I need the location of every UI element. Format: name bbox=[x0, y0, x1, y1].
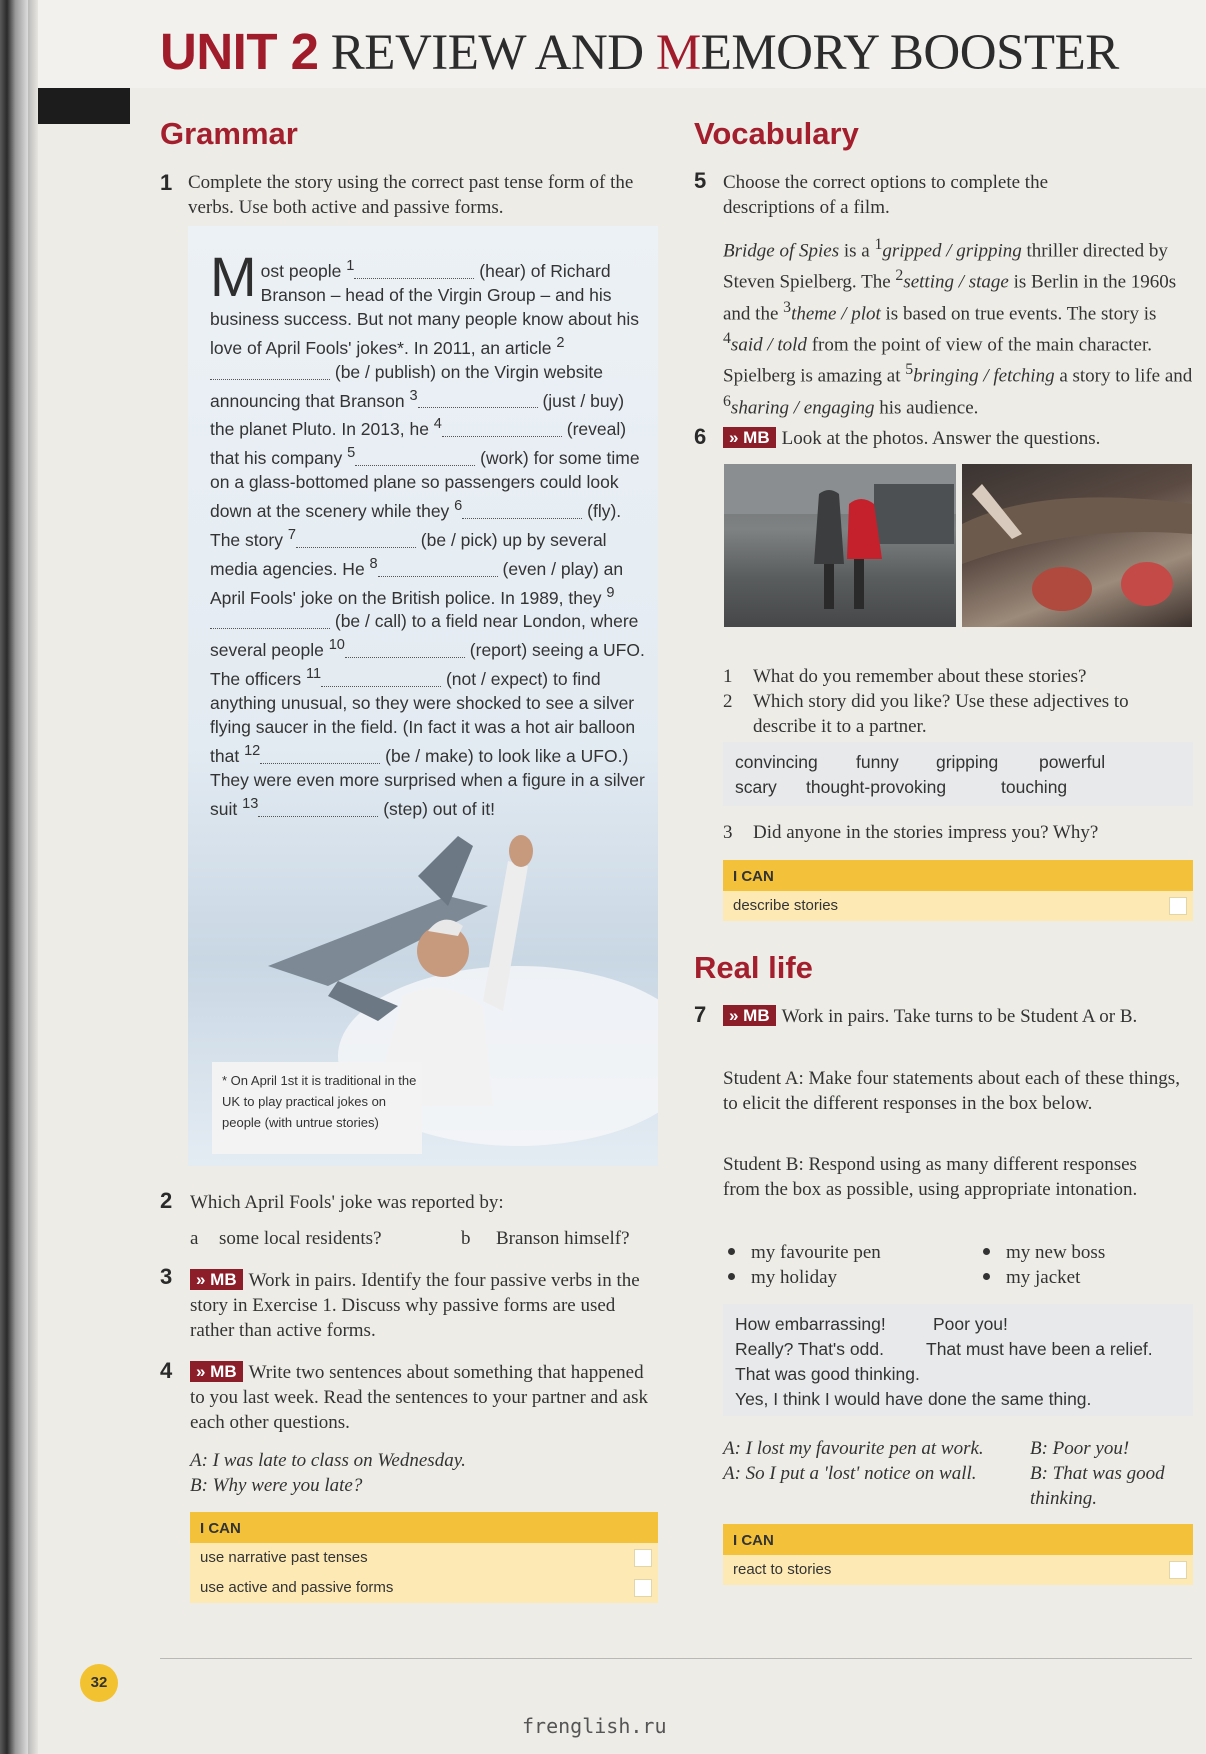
exercise-1-number: 1 bbox=[160, 170, 173, 195]
film-description: Bridge of Spies is a $^1$gripped / gripping thriller directed by Steven Spielberg. The $^2$setting / stage is Berlin in the 1960s and the $^3$theme / plot is based on true events. The story is $^4$said / told from the point of view of the main character. Spielberg is amazing at $^5$bringing / fetching a story to life and $^6$sharing / engaging his audience. bbox=[723, 236, 1193, 418]
gap-5[interactable] bbox=[355, 448, 475, 466]
unit-number: UNIT 2 bbox=[160, 23, 319, 80]
ican-checkbox[interactable] bbox=[634, 1549, 652, 1567]
exercise-3-text: » MB Work in pairs. Identify the four passive verbs in the story in Exercise 1. Discuss why passive forms are used rather than active forms. bbox=[190, 1270, 640, 1341]
dialogue-a2: A: So I put a 'lost' notice on wall. bbox=[723, 1463, 977, 1484]
gap-10[interactable] bbox=[345, 640, 465, 658]
exercise-3-number: 3 bbox=[160, 1264, 173, 1289]
ican-box-grammar bbox=[190, 1512, 658, 1603]
memory-booster-badge: » MB bbox=[723, 1005, 776, 1026]
option-6[interactable]: sharing / engaging bbox=[730, 396, 875, 418]
memory-booster-badge: » MB bbox=[190, 1361, 243, 1382]
exercise-5-number: 5 bbox=[694, 168, 707, 193]
question-2: Which story did you like? Use these adjectives to describe it to a partner. bbox=[753, 691, 1129, 737]
gap-9[interactable] bbox=[210, 611, 330, 629]
gap-2[interactable] bbox=[210, 362, 330, 380]
response: Yes, I think I would have done the same thing. bbox=[735, 1389, 1092, 1409]
dialogue-b1: B: Poor you! bbox=[1030, 1438, 1130, 1459]
watermark: frenglish.ru bbox=[522, 1714, 667, 1738]
student-a-instruction: Student A: Make four statements about each of these things, to elicit the different responses in the box below. bbox=[723, 1068, 1180, 1114]
gap-7[interactable] bbox=[296, 530, 416, 548]
option-4[interactable]: said / told bbox=[730, 334, 807, 356]
book-binding-edge bbox=[28, 0, 38, 1754]
exercise-1-instruction: Complete the story using the correct past tense form of the verbs. Use both active and passive forms. bbox=[188, 172, 634, 218]
adjective: thought-provoking bbox=[806, 777, 947, 797]
option-1[interactable]: gripped / gripping bbox=[882, 240, 1022, 262]
gap-11[interactable] bbox=[321, 669, 441, 687]
gap-8[interactable] bbox=[378, 559, 498, 577]
bullet-item: my new boss bbox=[983, 1240, 1105, 1265]
ican-checkbox[interactable] bbox=[634, 1579, 652, 1597]
ican-item: use narrative past tenses bbox=[190, 1543, 658, 1573]
real-life-heading: Real life bbox=[694, 950, 813, 985]
adjective: funny bbox=[856, 752, 899, 772]
bullet-item: my favourite pen bbox=[728, 1240, 881, 1265]
ican-box-vocabulary bbox=[723, 860, 1193, 921]
ican-item: describe stories bbox=[723, 891, 1193, 921]
dialogue-a1: A: I lost my favourite pen at work. bbox=[723, 1438, 984, 1459]
ican-item: react to stories bbox=[723, 1555, 1193, 1585]
gap-1[interactable] bbox=[354, 261, 474, 279]
responses-box bbox=[723, 1304, 1193, 1416]
footnote: * On April 1st it is traditional in the UK to play practical jokes on people (with untrue stories) bbox=[212, 1062, 422, 1154]
gap-6[interactable] bbox=[462, 501, 582, 519]
adjective-box bbox=[723, 742, 1193, 806]
book-binding bbox=[0, 0, 28, 1754]
exercise-4-text: » MB Write two sentences about something that happened to you last week. Read the sentences to your partner and ask each other questions. bbox=[190, 1362, 648, 1433]
bullet-item: my jacket bbox=[983, 1265, 1080, 1290]
ican-item: use active and passive forms bbox=[190, 1573, 658, 1603]
student-b-instruction: Student B: Respond using as many different responses from the box as possible, using appropriate intonation. bbox=[723, 1154, 1138, 1200]
response: Really? That's odd. bbox=[735, 1339, 884, 1359]
memory-booster-badge: » MB bbox=[723, 427, 776, 448]
ican-checkbox[interactable] bbox=[1169, 1561, 1187, 1579]
adjective: scary bbox=[735, 777, 777, 797]
adjective: powerful bbox=[1039, 752, 1106, 772]
ican-heading: I CAN bbox=[723, 860, 1193, 891]
exercise-6-number: 6 bbox=[694, 424, 707, 449]
grammar-heading: Grammar bbox=[160, 116, 298, 151]
gap-4[interactable] bbox=[442, 419, 562, 437]
exercise-2-instruction: Which April Fools' joke was reported by: bbox=[190, 1192, 504, 1213]
exercise-6-text: » MB Look at the photos. Answer the questions. bbox=[723, 426, 1193, 451]
ican-heading: I CAN bbox=[723, 1524, 1193, 1555]
ican-checkbox[interactable] bbox=[1169, 897, 1187, 915]
story-text: Most people $^1$ (hear) of Richard Branson – head of the Virgin Group – and his business success. But not many people know about his love of April Fools' jokes*. In 2011, an article $^2$ (be / publish) on the Virgin website announcing that Branson $^3$ (just / buy) the planet Pluto. In 2013, he $^4$ (reveal) that his company $^5$ (work) for some time on a glass-bottomed plane so passengers could look down at the scenery while they $^6$ (fly). The story $^7$ (be / pick) up by several media agencies. He $^8$ (even / play) an April Fools' joke on the British police. In 1989, they $^9$ (be / call) to a field near London, where several people $^{10}$ (report) seeing a UFO. The officers $^{11}$ (not / expect) to find anything unusual, so they were shocked to see a silver flying saucer in the field. (In fact it was a hot air balloon that $^{12}$ (be / make) to look like a UFO.) They were even more surprised when a figure in a silver suit $^{13}$ (step) out of it! bbox=[210, 245, 645, 819]
ican-box-real-life bbox=[723, 1524, 1193, 1585]
q3-number: 3 bbox=[723, 822, 733, 843]
vocabulary-heading: Vocabulary bbox=[694, 116, 859, 151]
bullet-icon bbox=[983, 1248, 990, 1255]
question-1: What do you remember about these stories? bbox=[753, 666, 1087, 687]
photo-story bbox=[962, 464, 1192, 627]
exercise-2-a: some local residents? bbox=[219, 1228, 382, 1249]
response: How embarrassing! bbox=[735, 1314, 886, 1334]
ican-heading: I CAN bbox=[190, 1512, 658, 1543]
bullet-icon bbox=[728, 1273, 735, 1280]
unit-title: UNIT 2 REVIEW AND MEMORY BOOSTER bbox=[160, 23, 1119, 81]
q1-number: 1 bbox=[723, 666, 733, 687]
option-3[interactable]: theme / plot bbox=[791, 302, 881, 324]
adjective: convincing bbox=[735, 752, 818, 772]
exercise-2-a-letter: a bbox=[190, 1228, 199, 1249]
bullet-icon bbox=[983, 1273, 990, 1280]
exercise-4-number: 4 bbox=[160, 1358, 173, 1383]
exercise-7-number: 7 bbox=[694, 1002, 707, 1027]
drop-cap: M bbox=[210, 245, 257, 308]
memory-booster-badge: » MB bbox=[190, 1269, 243, 1290]
bullet-icon bbox=[728, 1248, 735, 1255]
exercise-7-text: » MB Work in pairs. Take turns to be Student A or B. bbox=[723, 1004, 1193, 1029]
response: That was good thinking. bbox=[735, 1364, 920, 1384]
exercise-2-b: Branson himself? bbox=[496, 1228, 630, 1249]
dialogue-b2: B: That was good thinking. bbox=[1030, 1463, 1165, 1509]
example-a: A: I was late to class on Wednesday. bbox=[190, 1450, 466, 1471]
bullet-item: my holiday bbox=[728, 1265, 837, 1290]
exercise-2-b-letter: b bbox=[461, 1228, 471, 1249]
exercise-5-instruction: Choose the correct options to complete the descriptions of a film. bbox=[723, 172, 1049, 218]
option-2[interactable]: setting / stage bbox=[903, 271, 1009, 293]
adjective: gripping bbox=[936, 752, 999, 772]
example-b: B: Why were you late? bbox=[190, 1475, 363, 1496]
q2-number: 2 bbox=[723, 691, 733, 712]
photo-spies bbox=[724, 464, 956, 627]
exercise-2-number: 2 bbox=[160, 1188, 173, 1213]
adjective: touching bbox=[1001, 777, 1068, 797]
response: Poor you! bbox=[933, 1314, 1008, 1334]
gap-3[interactable] bbox=[418, 390, 538, 408]
footer-divider bbox=[160, 1658, 1192, 1659]
gap-12[interactable] bbox=[260, 746, 380, 764]
question-3: Did anyone in the stories impress you? Why? bbox=[753, 822, 1099, 843]
story-box bbox=[188, 226, 658, 1166]
page-number: 32 bbox=[80, 1664, 118, 1702]
option-5[interactable]: bringing / fetching bbox=[913, 365, 1055, 387]
response: That must have been a relief. bbox=[926, 1339, 1153, 1359]
